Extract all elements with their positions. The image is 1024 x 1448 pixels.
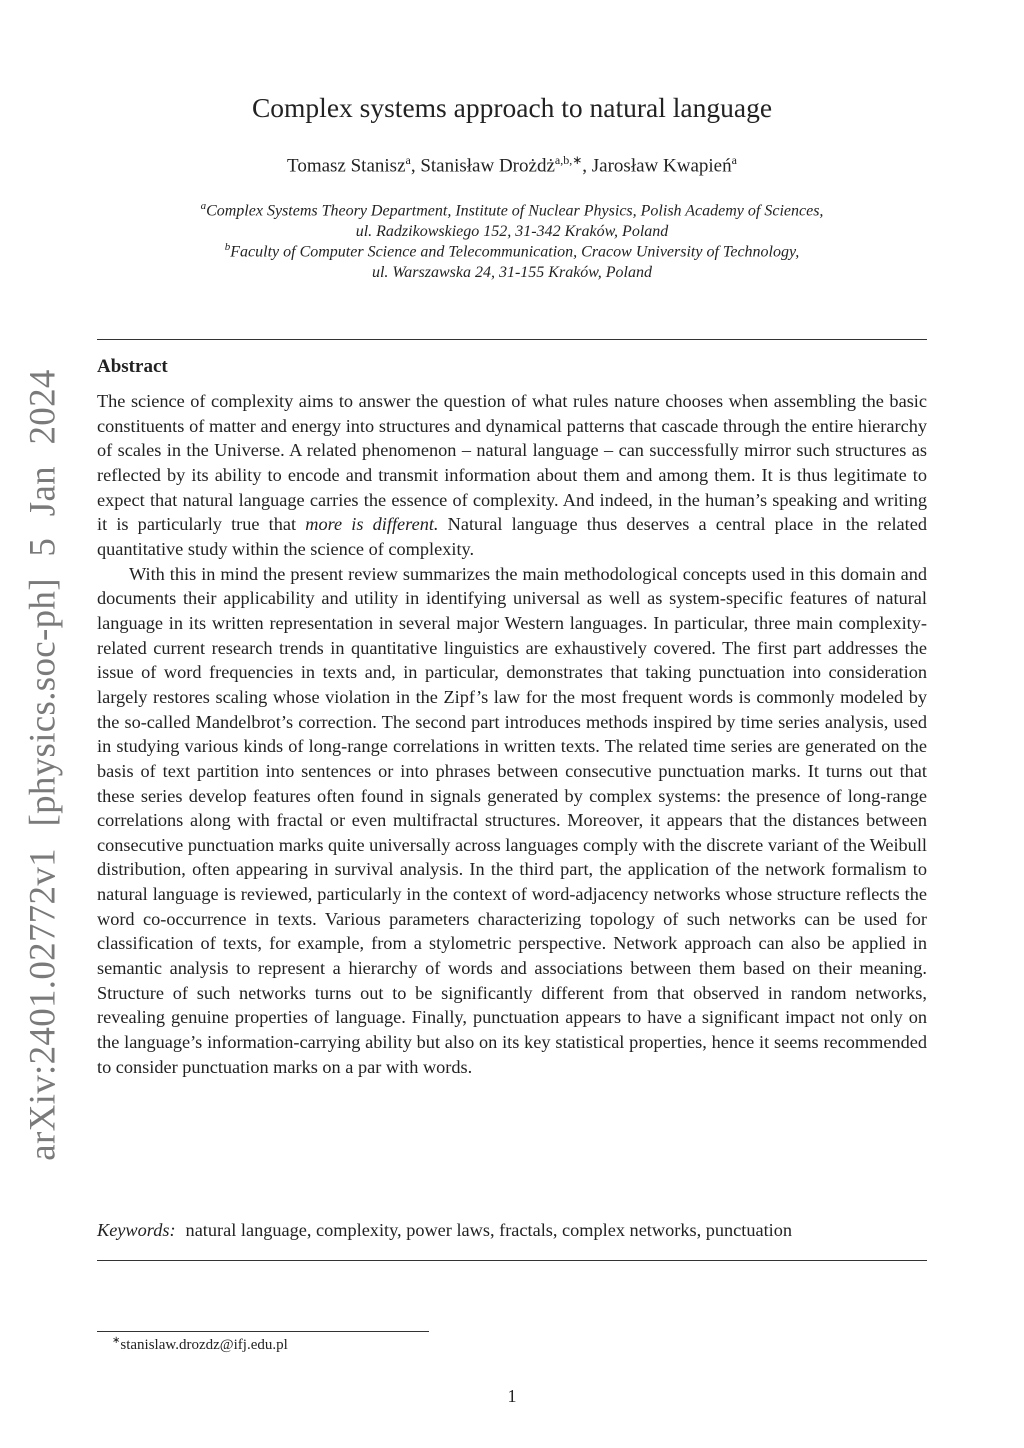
keywords-label: Keywords:	[97, 1220, 176, 1240]
footnote-divider	[97, 1331, 429, 1332]
affiliation-line: Faculty of Computer Science and Telecommunication, Cracow University of Technology,	[230, 243, 800, 261]
top-divider	[97, 339, 927, 340]
author-list: Tomasz Stanisz$^a$, Stanisław Drożdż$^{a,b,∗}$, Jarosław Kwapień$^a$	[287, 153, 737, 177]
abstract-paragraph-2: With this in mind the present review summarizes the main methodological concepts used in this domain and documents their applicability and utility in identifying universal as well as system-specific features of natural language in its written representation in several major Western languages. In particular, three main complexity-related current research trends in quantitative linguistics are exhaustively covered. The first part addresses the issue of word frequencies in texts and, in particular, demonstrates that taking punctuation into consideration largely restores scaling whose violation in the Zipf’s law for the most frequent words is commonly modeled by the so-called Mandelbrot’s correction. The second part introduces methods inspired by time series analysis, used in studying various kinds of long-range correlations in written texts. The related time series are generated on the basis of text partition into sentences or into phrases between consecutive punctuation marks. It turns out that these series develop features often found in signals generated by complex systems: the presence of long-range correlations along with fractal or even multifractal structures. Moreover, it appears that the distances between consecutive punctuation marks quite universally across languages comply with the discrete variant of the Weibull distribution, often appearing in survival analysis. In the third part, the application of the network formalism to natural language is reviewed, particularly in the context of word-adjacency networks whose structure reflects the word co-occurrence in texts. Various parameters characterizing topology of such networks can be used for classification of texts, for example, from a stylometric perspective. Network approach can also be applied in semantic analysis to represent a hierarchy of words and associations between them based on their meaning. Structure of such networks turns out to be significantly different from that observed in random networks, revealing genuine properties of language. Finally, punctuation appears to have a significant impact not only on the language’s information-carrying ability but also on its key statistical properties, hence it seems recommended to consider punctuation marks on a par with words.	[97, 563, 927, 1077]
affiliation-address: ul. Warszawska 24, 31-155 Kraków, Poland	[371, 263, 652, 281]
affiliation-mark: a	[200, 200, 207, 212]
abstract-text: Natural language thus deserves a central place in the related quantitative study within the science of complexity.	[97, 514, 928, 559]
affiliation-a	[0, 196, 1024, 242]
abstract-heading: Abstract	[97, 356, 168, 377]
author-name: Tomasz Stanisz	[287, 155, 406, 177]
abstract-text: The science of complexity aims to answer the question of what rules nature chooses when assembling the basic constituents of matter and energy into structures and dynamical patterns that cascade through the entire hierarchy of scales in the Universe. A related phenomenon – natural language – can successfully mirror such structures as reflected by its ability to encode and transmit information about them and among them. It is thus legitimate to expect that natural language carries the essence of complexity. And indeed, in the human’s speaking and writing it is particularly true that	[97, 391, 927, 535]
keywords-text: natural language, complexity, power laws, fractals, complex networks, punctuation	[185, 1220, 793, 1240]
author-affiliation-mark: a	[405, 153, 411, 167]
author-name: Stanisław Drożdż	[420, 155, 555, 177]
author-name: Jarosław Kwapień	[591, 155, 732, 177]
abstract-paragraph-1	[97, 389, 927, 562]
bottom-divider	[97, 1260, 927, 1261]
keywords	[97, 1220, 927, 1241]
paper-title: Complex systems approach to natural language	[251, 92, 773, 123]
author-affiliation-mark: a,b,∗	[554, 153, 583, 167]
author-affiliation-mark: a	[731, 153, 737, 167]
corresponding-email: stanislaw.drozdz@ifj.edu.pl	[120, 1337, 288, 1353]
arxiv-identifier: arXiv:2401.02772v1 [physics.soc-ph] 5 Jan 2024	[22, 369, 64, 1161]
page-number: 1	[507, 1386, 517, 1406]
affiliation-mark: b	[224, 241, 231, 253]
abstract-body	[97, 389, 927, 1079]
footnote-mark: ∗	[112, 1335, 121, 1346]
emphasized-phrase: more is different.	[305, 514, 439, 535]
affiliation-b	[0, 237, 1024, 283]
footnote	[112, 1335, 288, 1354]
affiliation-address: ul. Radzikowskiego 152, 31-342 Kraków, Poland	[355, 222, 669, 240]
affiliation-line: Complex Systems Theory Department, Institute of Nuclear Physics, Polish Academy of Sciences,	[206, 202, 824, 220]
